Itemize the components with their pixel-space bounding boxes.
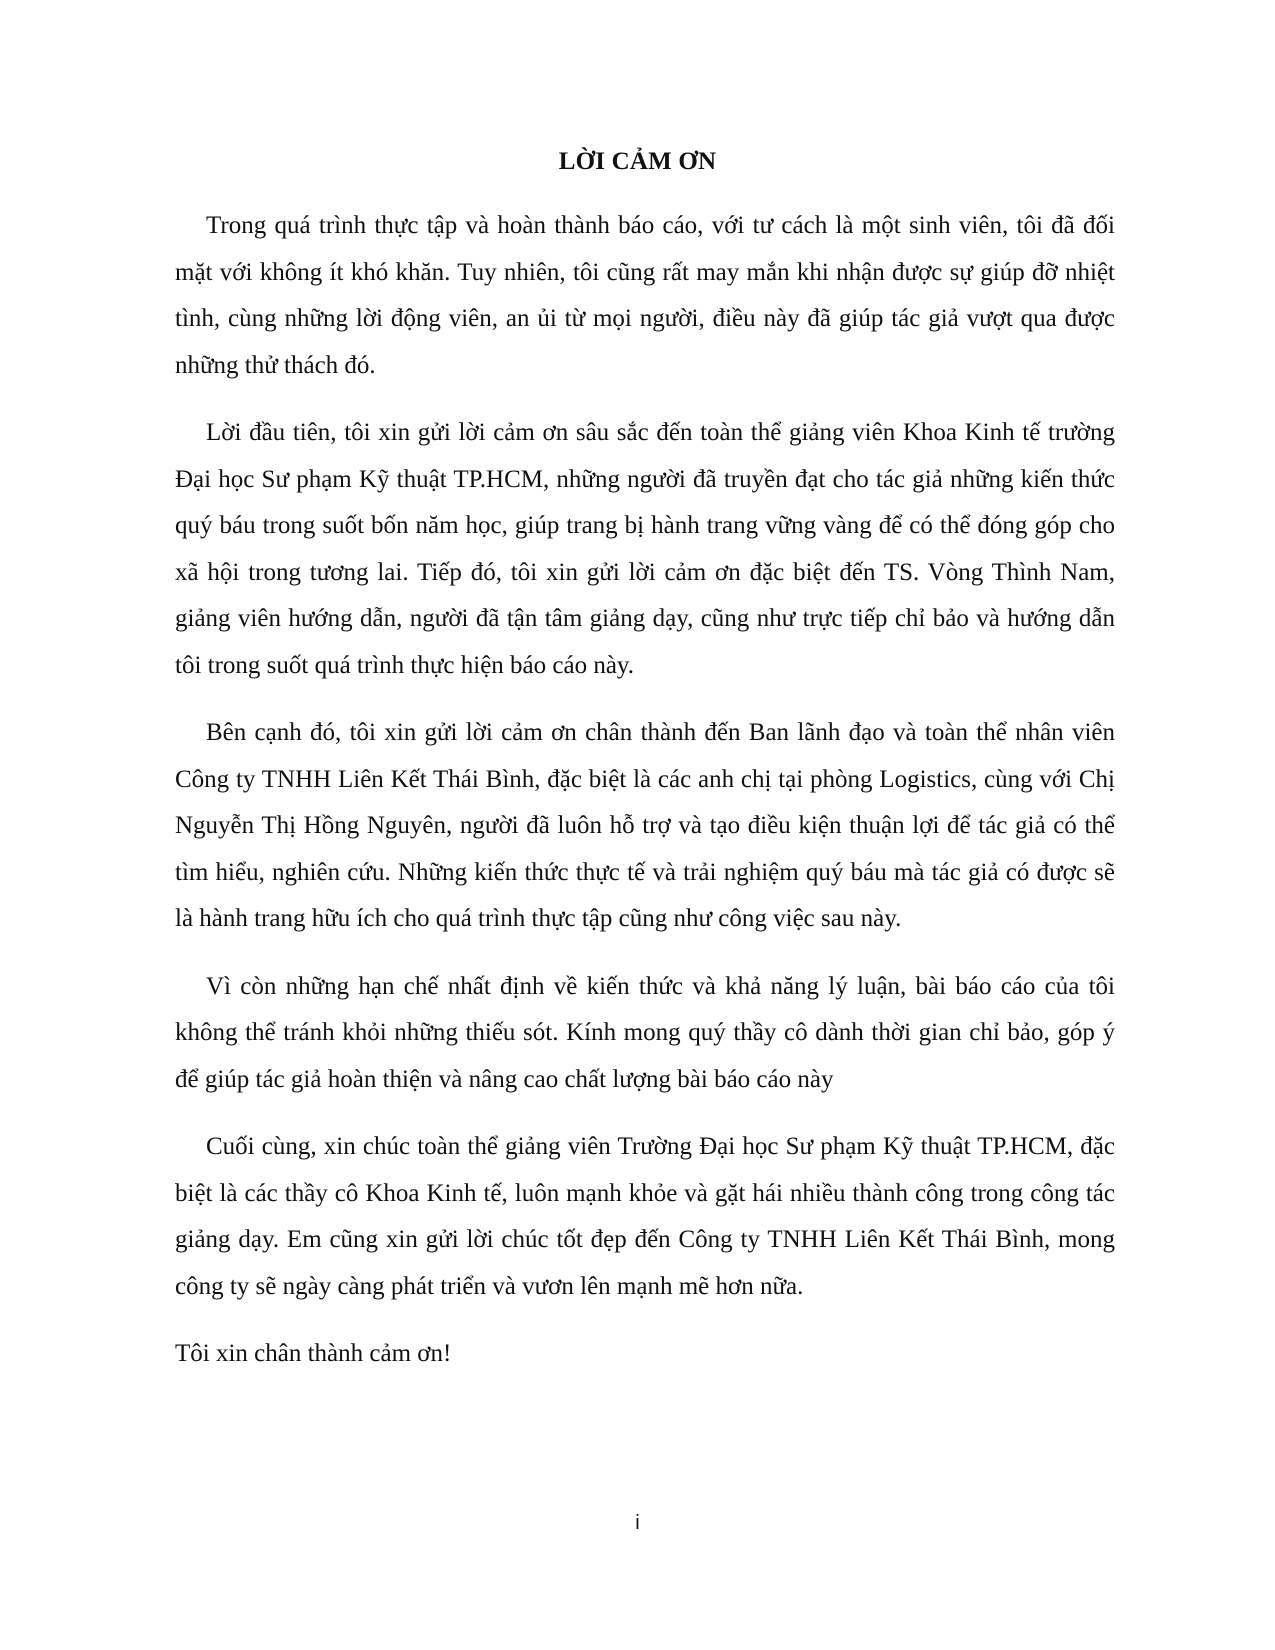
page-number: i: [635, 1512, 640, 1534]
paragraph-company-thanks: Bên cạnh đó, tôi xin gửi lời cảm ơn chân thành đến Ban lãnh đạo và toàn thể nhân viên Công ty TNHH Liên Kết Thái Bình, đặc biệt là các anh chị tại phòng Logistics, cùng với Chị Nguyễn Thị Hồng Nguyên, người đã luôn hỗ trợ và tạo điều kiện thuận lợi để tác giả có thể tìm hiểu, nghiên cứu. Những kiến thức thực tế và trải nghiệm quý báu mà tác giả có được sẽ là hành trang hữu ích cho quá trình thực tập cũng như công việc sau này.: [175, 719, 1115, 932]
paragraph-wishes: Cuối cùng, xin chúc toàn thể giảng viên Trường Đại học Sư phạm Kỹ thuật TP.HCM, đặc biệt là các thầy cô Khoa Kinh tế, luôn mạnh khỏe và gặt hái nhiều thành công trong công tác giảng dạy. Em cũng xin gửi lời chúc tốt đẹp đến Công ty TNHH Liên Kết Thái Bình, mong công ty sẽ ngày càng phát triển và vươn lên mạnh mẽ hơn nữa.: [175, 1133, 1115, 1300]
paragraph-limitations: Vì còn những hạn chế nhất định về kiến thức và khả năng lý luận, bài báo cáo của tôi không thể tránh khỏi những thiếu sót. Kính mong quý thầy cô dành thời gian chỉ bảo, góp ý để giúp tác giả hoàn thiện và nâng cao chất lượng bài báo cáo này: [175, 972, 1115, 1093]
page-title: LỜI CẢM ƠN: [558, 148, 717, 175]
paragraph-faculty-thanks: Lời đầu tiên, tôi xin gửi lời cảm ơn sâu sắc đến toàn thể giảng viên Khoa Kinh tế trường Đại học Sư phạm Kỹ thuật TP.HCM, những người đã truyền đạt cho tác giả những kiến thức quý báu trong suốt bốn năm học, giúp trang bị hành trang vững vàng để có thể đóng góp cho xã hội trong tương lai. Tiếp đó, tôi xin gửi lời cảm ơn đặc biệt đến TS. Vòng Thình Nam, giảng viên hướng dẫn, người đã tận tâm giảng dạy, cũng như trực tiếp chỉ bảo và hướng dẫn tôi trong suốt quá trình thực hiện báo cáo này.: [175, 419, 1115, 679]
paragraph-intro: Trong quá trình thực tập và hoàn thành báo cáo, với tư cách là một sinh viên, tôi đã đối mặt với không ít khó khăn. Tuy nhiên, tôi cũng rất may mắn khi nhận được sự giúp đỡ nhiệt tình, cùng những lời động viên, an ủi từ mọi người, điều này đã giúp tác giả vượt qua được những thử thách đó.: [175, 212, 1115, 379]
document-body: [175, 203, 1115, 1399]
closing-line: Tôi xin chân thành cảm ơn!: [175, 1340, 452, 1367]
